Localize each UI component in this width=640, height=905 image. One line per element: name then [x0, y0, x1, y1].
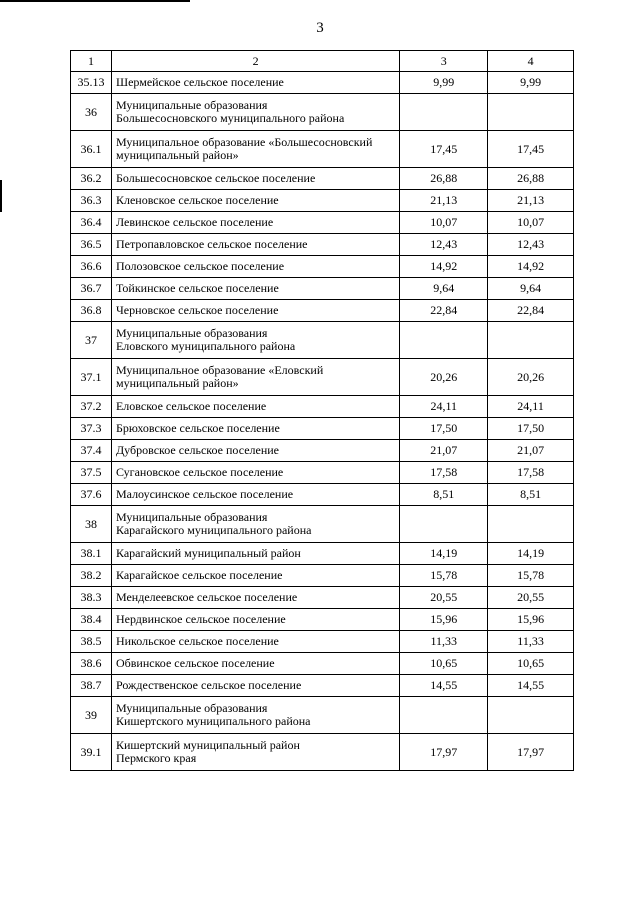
row-number-cell: 38.3	[71, 587, 112, 609]
row-col4-value: 17,50	[488, 418, 574, 440]
row-name-cell: Левинское сельское поселение	[111, 212, 399, 234]
row-number-cell: 37.4	[71, 440, 112, 462]
row-col3-value: 20,55	[400, 587, 488, 609]
row-col3-value: 20,26	[400, 359, 488, 396]
row-col4-value	[488, 697, 574, 734]
table-row	[71, 131, 574, 168]
row-name-cell: Муниципальное образование «Большесосновский муниципальный район»	[111, 131, 399, 168]
table-row	[71, 322, 574, 359]
row-number-cell: 36.5	[71, 234, 112, 256]
row-number-cell: 38.2	[71, 565, 112, 587]
row-col3-value: 24,11	[400, 396, 488, 418]
row-col4-value	[488, 94, 574, 131]
row-number-cell: 37	[71, 322, 112, 359]
top-rule	[0, 0, 190, 2]
row-col3-value: 14,55	[400, 675, 488, 697]
row-col3-value: 26,88	[400, 168, 488, 190]
row-col3-value: 17,97	[400, 734, 488, 771]
row-col4-value: 20,55	[488, 587, 574, 609]
table-row	[71, 396, 574, 418]
table-row	[71, 697, 574, 734]
row-name-cell: Рождественское сельское поселение	[111, 675, 399, 697]
row-col4-value: 21,07	[488, 440, 574, 462]
row-col4-value: 10,07	[488, 212, 574, 234]
row-name-cell: Большесосновское сельское поселение	[111, 168, 399, 190]
row-col4-value: 8,51	[488, 484, 574, 506]
row-col4-value: 9,64	[488, 278, 574, 300]
row-number-cell: 37.2	[71, 396, 112, 418]
row-col4-value: 17,58	[488, 462, 574, 484]
row-number-cell: 36.7	[71, 278, 112, 300]
table-header-row	[71, 51, 574, 72]
row-col3-value	[400, 697, 488, 734]
row-name-cell: Полозовское сельское поселение	[111, 256, 399, 278]
table-row	[71, 653, 574, 675]
row-col3-value: 10,65	[400, 653, 488, 675]
row-name-cell: Черновское сельское поселение	[111, 300, 399, 322]
row-name-cell: Карагайский муниципальный район	[111, 543, 399, 565]
row-col3-value	[400, 94, 488, 131]
row-number-cell: 38.4	[71, 609, 112, 631]
row-col4-value	[488, 506, 574, 543]
row-name-cell: Муниципальные образования Карагайского муниципального района	[111, 506, 399, 543]
row-number-cell: 36.1	[71, 131, 112, 168]
row-name-cell: Муниципальные образования Еловского муниципального района	[111, 322, 399, 359]
row-name-cell: Муниципальные образования Большесосновского муниципального района	[111, 94, 399, 131]
table-row	[71, 94, 574, 131]
header-col-4: 4	[488, 51, 574, 72]
row-col4-value: 17,97	[488, 734, 574, 771]
row-name-cell: Шермейское сельское поселение	[111, 72, 399, 94]
row-col3-value: 10,07	[400, 212, 488, 234]
row-col3-value: 21,13	[400, 190, 488, 212]
header-col-1: 1	[71, 51, 112, 72]
table-row	[71, 168, 574, 190]
scan-margin-mark	[0, 180, 2, 212]
table-row	[71, 234, 574, 256]
row-number-cell: 38	[71, 506, 112, 543]
table-row	[71, 300, 574, 322]
table-row	[71, 587, 574, 609]
row-col4-value: 11,33	[488, 631, 574, 653]
row-name-cell: Нердвинское сельское поселение	[111, 609, 399, 631]
table-row	[71, 609, 574, 631]
row-number-cell: 37.6	[71, 484, 112, 506]
row-col4-value: 26,88	[488, 168, 574, 190]
row-col3-value: 17,45	[400, 131, 488, 168]
row-col4-value: 14,55	[488, 675, 574, 697]
row-number-cell: 36.6	[71, 256, 112, 278]
data-table	[70, 50, 574, 771]
row-col3-value: 15,78	[400, 565, 488, 587]
row-number-cell: 36.3	[71, 190, 112, 212]
table-row	[71, 359, 574, 396]
row-col3-value	[400, 322, 488, 359]
table-row	[71, 418, 574, 440]
row-number-cell: 36.8	[71, 300, 112, 322]
row-number-cell: 36.2	[71, 168, 112, 190]
row-col3-value: 14,19	[400, 543, 488, 565]
row-name-cell: Обвинское сельское поселение	[111, 653, 399, 675]
table-row	[71, 278, 574, 300]
row-col3-value: 9,64	[400, 278, 488, 300]
row-name-cell: Петропавловское сельское поселение	[111, 234, 399, 256]
row-number-cell: 36.4	[71, 212, 112, 234]
row-col4-value: 22,84	[488, 300, 574, 322]
row-col4-value: 14,19	[488, 543, 574, 565]
table-row	[71, 565, 574, 587]
row-name-cell: Менделеевское сельское поселение	[111, 587, 399, 609]
row-col3-value	[400, 506, 488, 543]
row-col4-value: 9,99	[488, 72, 574, 94]
row-number-cell: 37.5	[71, 462, 112, 484]
row-number-cell: 35.13	[71, 72, 112, 94]
row-number-cell: 38.7	[71, 675, 112, 697]
row-col4-value: 24,11	[488, 396, 574, 418]
table-row	[71, 734, 574, 771]
header-col-2: 2	[111, 51, 399, 72]
row-name-cell: Кишертский муниципальный район Пермского края	[111, 734, 399, 771]
row-col4-value: 12,43	[488, 234, 574, 256]
table-row	[71, 256, 574, 278]
row-name-cell: Еловское сельское поселение	[111, 396, 399, 418]
table-row	[71, 506, 574, 543]
row-number-cell: 39	[71, 697, 112, 734]
table-row	[71, 212, 574, 234]
row-number-cell: 38.1	[71, 543, 112, 565]
row-col4-value	[488, 322, 574, 359]
row-name-cell: Муниципальные образования Кишертского муниципального района	[111, 697, 399, 734]
row-col4-value: 15,78	[488, 565, 574, 587]
row-name-cell: Дубровское сельское поселение	[111, 440, 399, 462]
row-number-cell: 36	[71, 94, 112, 131]
table-row	[71, 462, 574, 484]
table-row	[71, 190, 574, 212]
table-row	[71, 484, 574, 506]
row-col4-value: 20,26	[488, 359, 574, 396]
row-name-cell: Муниципальное образование «Еловский муниципальный район»	[111, 359, 399, 396]
row-col3-value: 21,07	[400, 440, 488, 462]
row-name-cell: Карагайское сельское поселение	[111, 565, 399, 587]
table-row	[71, 72, 574, 94]
row-number-cell: 37.1	[71, 359, 112, 396]
row-number-cell: 39.1	[71, 734, 112, 771]
row-col3-value: 9,99	[400, 72, 488, 94]
row-col3-value: 12,43	[400, 234, 488, 256]
row-number-cell: 38.5	[71, 631, 112, 653]
table-row	[71, 543, 574, 565]
row-col4-value: 10,65	[488, 653, 574, 675]
header-col-3: 3	[400, 51, 488, 72]
table-row	[71, 631, 574, 653]
row-name-cell: Сугановское сельское поселение	[111, 462, 399, 484]
row-col3-value: 11,33	[400, 631, 488, 653]
row-col4-value: 15,96	[488, 609, 574, 631]
table-row	[71, 440, 574, 462]
row-col4-value: 21,13	[488, 190, 574, 212]
row-col3-value: 22,84	[400, 300, 488, 322]
row-col4-value: 17,45	[488, 131, 574, 168]
row-number-cell: 38.6	[71, 653, 112, 675]
row-col3-value: 17,50	[400, 418, 488, 440]
table-row	[71, 675, 574, 697]
table-body	[71, 72, 574, 771]
page-number: 3	[316, 20, 324, 36]
row-name-cell: Никольское сельское поселение	[111, 631, 399, 653]
row-name-cell: Кленовское сельское поселение	[111, 190, 399, 212]
row-number-cell: 37.3	[71, 418, 112, 440]
row-col4-value: 14,92	[488, 256, 574, 278]
row-col3-value: 14,92	[400, 256, 488, 278]
row-col3-value: 15,96	[400, 609, 488, 631]
row-name-cell: Малоусинское сельское поселение	[111, 484, 399, 506]
row-col3-value: 8,51	[400, 484, 488, 506]
row-col3-value: 17,58	[400, 462, 488, 484]
row-name-cell: Брюховское сельское поселение	[111, 418, 399, 440]
row-name-cell: Тойкинское сельское поселение	[111, 278, 399, 300]
